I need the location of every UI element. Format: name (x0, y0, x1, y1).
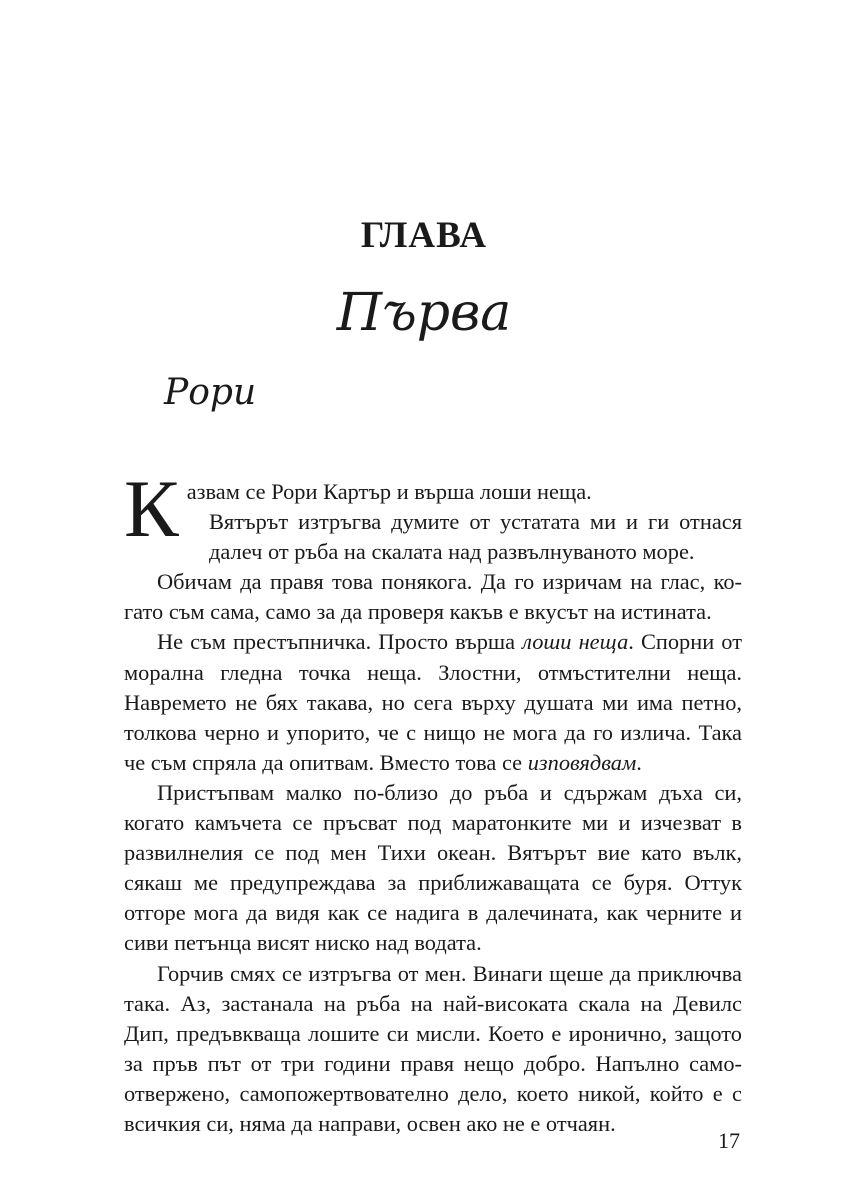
paragraph-4-text-b: . Спорни от морална гледна точка неща. Злостни, отмъстителни неща. Навремето не бях такава, но сега върху душата ми има петно, толкова черно и упорито, че с нищо не мога да го излича. Така че съм спряла да опитвам. Вместо това се (124, 629, 742, 775)
paragraph-4-text-c: . (636, 749, 642, 775)
paragraph-1-text: азвам се Рори Картър и върша лоши неща. (186, 479, 592, 504)
paragraph-4-text-a: Не съм престъпничка. Просто върша (157, 629, 523, 655)
chapter-heading: ГЛАВА (360, 215, 488, 256)
paragraph-2-text: Вятърът изтръгва думите от устатата ми и ги отнася далеч от ръба на скалата над развълнуваното море. (209, 509, 742, 565)
paragraph-3 (124, 567, 742, 627)
chapter-number-word: Първа (336, 283, 512, 343)
chapter-body-text (124, 463, 742, 1139)
paragraph-4 (124, 627, 742, 777)
paragraph-2 (124, 507, 742, 567)
paragraph-6 (124, 959, 742, 1140)
paragraph-4-emphasis: лоши неща (522, 629, 629, 655)
paragraph-4-emphasis-2: изповядвам (527, 749, 637, 775)
paragraph-6-text: Горчив смях се изтръгва от мен. Винаги щеше да приключва така. Аз, застанала на ръба на най-високата скала на Девилс Дип, предъвкваща лошите си мисли. Което е иронично, защото за пръв път от три години правя нещо добро. Напълно самоотвержено, самопожертвователно дело, което никой, който е с всичкия си, няма да направи, освен ако не е отчаян. (124, 960, 742, 1136)
paragraph-3-text: Обичам да правя това понякога. Да го изричам на глас, когато съм сама, само за да проверя какъв е вкусът на истината. (124, 569, 742, 625)
drop-cap: К (124, 463, 179, 554)
page-number: 17 (718, 1128, 740, 1153)
paragraph-5-text: Пристъпвам малко по-близо до ръба и сдържам дъха си, когато камъчета се пръсват под маратонките ми и изчезват в развилнелия се под мен Тихи океан. Вятърът вие като вълк, сякаш ме предупреждава за приближаващата се буря. Оттук отгоре мога да видя как се надига в далечината, как черните и сиви петънца висят ниско над водата. (124, 779, 742, 956)
paragraph-5 (124, 778, 742, 959)
pov-character-name: Рори (164, 372, 257, 413)
